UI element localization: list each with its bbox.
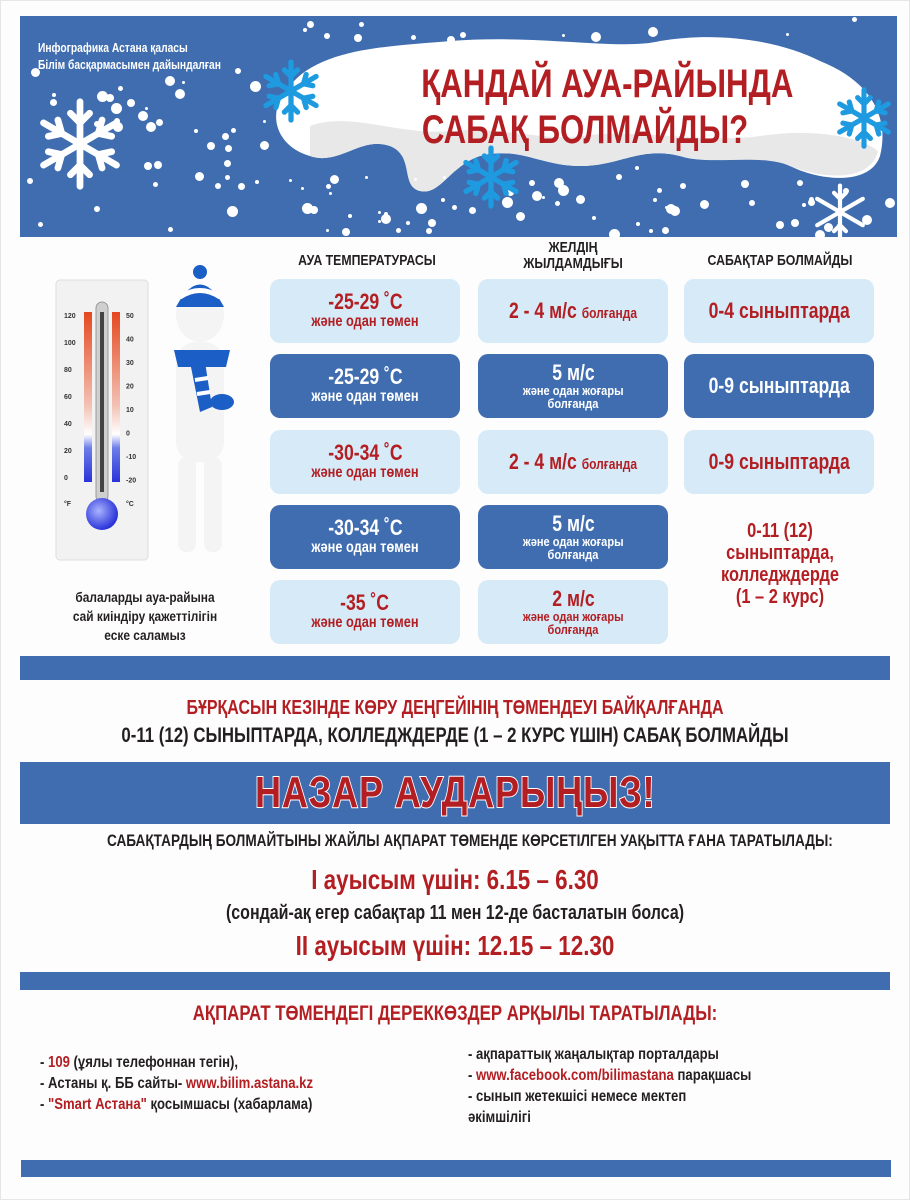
divider-band <box>20 972 890 990</box>
shift1-time: I ауысым үшін: 6.15 – 6.30 <box>311 864 599 895</box>
snow-dot <box>555 201 560 206</box>
celsius-tick: 20 <box>126 383 134 391</box>
credit-text <box>38 40 221 74</box>
temperature-qualifier: және одан төмен <box>311 539 419 556</box>
snow-dot <box>227 206 238 217</box>
title-line: САБАҚ БОЛМАЙДЫ? <box>421 108 749 152</box>
snow-dot <box>224 160 231 167</box>
snowflake-icon <box>810 182 870 237</box>
snowflake-icon <box>832 86 896 150</box>
snow-dot <box>532 191 542 201</box>
fahrenheit-tick: 120 <box>64 313 76 320</box>
fahrenheit-tick: 80 <box>64 367 72 374</box>
snow-dot <box>529 180 535 186</box>
snow-dot <box>303 28 307 32</box>
snow-dot <box>94 206 100 212</box>
snow-dot <box>411 35 416 40</box>
snow-dot <box>776 221 784 229</box>
snow-dot <box>225 145 232 152</box>
wind-cell <box>478 505 668 569</box>
celsius-tick: -10 <box>126 454 137 461</box>
snow-dot <box>554 178 564 188</box>
snow-dot <box>138 111 148 121</box>
snow-dot <box>635 166 639 170</box>
snow-dot <box>414 178 417 181</box>
celsius-tick: 30 <box>126 360 134 367</box>
thermometer-illustration <box>50 262 250 572</box>
snow-dot <box>175 89 185 99</box>
snowflake-icon <box>258 58 324 124</box>
snow-dot <box>324 33 330 39</box>
snow-dot <box>428 219 436 227</box>
wind-qualifier: болғанда <box>547 622 599 637</box>
snow-dot <box>542 196 545 199</box>
reminder-line: сай киіндіру қажеттілігін <box>72 608 218 624</box>
classes-cell <box>684 430 874 494</box>
snow-dot <box>378 220 381 223</box>
snow-dot <box>231 128 236 133</box>
snow-dot <box>38 222 43 227</box>
fahrenheit-tick: 40 <box>64 421 72 428</box>
column-header-wind <box>495 240 651 272</box>
fahrenheit-tick: 20 <box>64 448 72 455</box>
temperature-cell <box>270 279 460 343</box>
snow-dot <box>885 198 895 208</box>
source-item: әкімшілігі <box>468 1109 531 1126</box>
source-highlight: "Smart Астана" <box>48 1096 147 1113</box>
shift1-note: (сондай-ақ егер сабақтар 11 мен 12-де басталатын болса) <box>225 902 685 924</box>
snow-dot <box>168 227 173 232</box>
temperature-value: -25-29 ˚С <box>327 289 403 314</box>
temperature-qualifier: және одан төмен <box>311 614 419 631</box>
header-line: ЖЫЛДАМДЫҒЫ <box>523 255 623 272</box>
snow-dot <box>381 214 391 224</box>
divider-band <box>20 656 890 680</box>
snow-dot <box>215 183 221 189</box>
source-item: - ақпараттық жаңалықтар порталдары <box>468 1046 719 1063</box>
snow-dot <box>700 200 709 209</box>
wind-cell <box>478 354 668 418</box>
temperature-cell <box>270 580 460 644</box>
credit-line: Білім басқармасымен дайындалған <box>38 58 221 72</box>
column-header-no-classes: САБАҚТАР БОЛМАЙДЫ <box>707 252 853 269</box>
title-line: ҚАНДАЙ АУА-РАЙЫНДА <box>421 62 794 106</box>
wind-value: 2 м/с <box>551 586 595 611</box>
blizzard-condition: БҰРҚАСЫН КЕЗІНДЕ КӨРУ ДЕҢГЕЙІНІҢ ТӨМЕНДЕУІ БАЙҚАЛҒАНДА <box>186 697 724 719</box>
wind-cell <box>478 580 668 644</box>
snow-dot <box>416 203 427 214</box>
merged-line: 0-11 (12) <box>747 520 813 542</box>
snow-dot <box>378 211 381 214</box>
snow-dot <box>616 174 622 180</box>
credit-line: Инфографика Астана қаласы <box>38 41 188 55</box>
source-item[interactable]: - www.facebook.com/bilimastana парақшасы <box>468 1067 752 1084</box>
celsius-tick: 50 <box>126 313 134 320</box>
wind-value: 5 м/с <box>551 511 595 536</box>
sources-right-list <box>468 1044 751 1128</box>
blizzard-rule: 0-11 (12) СЫНЫПТАРДА, КОЛЛЕДЖДЕРДЕ (1 – 2 КУРС ҮШІН) САБАҚ БОЛМАЙДЫ <box>121 724 789 747</box>
classes-cell <box>684 354 874 418</box>
classes-value: 0-9 сыныптарда <box>708 373 850 398</box>
wind-qualifier: және одан жоғары <box>522 534 624 549</box>
snow-dot <box>301 187 304 190</box>
source-item: - "Smart Астана" қосымшасы (хабарлама) <box>40 1096 313 1113</box>
snow-dot <box>441 198 445 202</box>
snowflake-icon <box>32 96 128 192</box>
snow-dot <box>516 212 525 221</box>
snow-dot <box>118 86 123 91</box>
classes-value: 0-4 сыныптарда <box>708 298 850 323</box>
fahrenheit-tick: 100 <box>64 340 76 347</box>
snow-dot <box>326 184 331 189</box>
snow-dot <box>127 99 135 107</box>
snow-dot <box>653 198 657 202</box>
clothing-reminder <box>47 588 243 645</box>
snow-dot <box>182 81 185 84</box>
snow-dot <box>649 229 653 233</box>
wind-value: 5 м/с <box>551 360 595 385</box>
snow-dot <box>576 195 585 204</box>
snow-dot <box>260 141 269 150</box>
fahrenheit-tick: 0 <box>64 475 68 482</box>
wind-value: 2 - 4 м/с болғанда <box>509 449 637 474</box>
snow-dot <box>797 180 803 186</box>
celsius-tick: 10 <box>126 407 134 414</box>
snow-dot <box>662 227 669 234</box>
snow-dot <box>235 68 241 74</box>
snow-dot <box>238 183 245 190</box>
snow-dot <box>329 192 332 195</box>
snow-dot <box>330 175 339 184</box>
snow-dot <box>749 200 755 206</box>
snow-dot <box>153 182 158 187</box>
snow-dot <box>609 229 620 237</box>
merged-classes-cell <box>701 520 858 608</box>
temperature-value: -30-34 ˚С <box>327 515 403 540</box>
wind-cell <box>478 279 668 343</box>
snow-dot <box>156 119 163 126</box>
header-banner <box>20 16 897 237</box>
merged-line: (1 – 2 курс) <box>735 586 825 608</box>
column-header-temperature: АУА ТЕМПЕРАТУРАСЫ <box>298 252 436 269</box>
snow-dot <box>406 221 410 225</box>
snow-dot <box>562 34 565 37</box>
source-item[interactable]: - Астаны қ. ББ сайты- www.bilim.astana.kz <box>40 1075 314 1092</box>
snow-dot <box>680 183 686 189</box>
wind-cell <box>478 430 668 494</box>
fahrenheit-label: °F <box>64 501 72 508</box>
snow-dot <box>365 176 368 179</box>
snow-dot <box>165 76 175 86</box>
snow-dot <box>255 180 259 184</box>
snow-dot <box>154 161 162 169</box>
merged-line: колледждерде <box>720 564 840 586</box>
temperature-cell <box>270 430 460 494</box>
source-item: - 109 (ұялы телефоннан тегін), <box>40 1054 239 1071</box>
wind-qualifier: болғанда <box>547 396 599 411</box>
footer-band <box>21 1160 891 1177</box>
sources-left-list <box>40 1052 313 1115</box>
snow-dot <box>145 107 148 110</box>
celsius-tick: -20 <box>126 477 137 485</box>
snow-dot <box>452 205 457 210</box>
snow-dot <box>741 180 749 188</box>
snow-dot <box>354 34 362 42</box>
temperature-cell <box>270 505 460 569</box>
snow-dot <box>222 133 229 140</box>
snow-dot <box>396 228 401 233</box>
snow-dot <box>791 219 799 227</box>
wind-qualifier: және одан жоғары <box>522 609 624 624</box>
classes-cell <box>684 279 874 343</box>
shift2-time: II ауысым үшін: 12.15 – 12.30 <box>295 930 615 961</box>
merged-line: сыныптарда, <box>726 542 834 564</box>
temperature-cell <box>270 354 460 418</box>
attention-title: НАЗАР АУДАРЫҢЫЗ! <box>254 768 656 817</box>
wind-value: 2 - 4 м/с болғанда <box>509 298 637 323</box>
snow-dot <box>207 142 215 150</box>
snow-dot <box>666 204 676 214</box>
snow-dot <box>146 122 156 132</box>
attention-banner <box>20 762 890 824</box>
celsius-tick: 40 <box>126 336 134 344</box>
sources-title: АҚПАРАТ ТӨМЕНДЕГІ ДЕРЕККӨЗДЕР АРҚЫЛЫ ТАРАТЫЛАДЫ: <box>192 1002 718 1025</box>
celsius-tick: 0 <box>126 430 130 438</box>
reminder-line: еске саламыз <box>104 627 186 643</box>
temperature-qualifier: және одан төмен <box>311 313 419 330</box>
snow-dot <box>225 175 230 180</box>
temperature-qualifier: және одан төмен <box>311 388 419 405</box>
source-highlight: www.facebook.com/bilimastana <box>476 1067 674 1084</box>
temperature-qualifier: және одан төмен <box>311 464 419 481</box>
snowflake-icon <box>458 144 524 210</box>
snow-dot <box>310 206 318 214</box>
snow-dot <box>426 228 432 234</box>
wind-qualifier: және одан жоғары <box>522 383 624 398</box>
snow-dot <box>636 222 640 226</box>
celsius-label: °C <box>126 501 134 508</box>
snow-dot <box>359 22 364 27</box>
temperature-value: -30-34 ˚С <box>327 440 403 465</box>
temperature-value: -25-29 ˚С <box>327 364 403 389</box>
snow-dot <box>460 32 466 38</box>
info-timing-note: САБАҚТАРДЫҢ БОЛМАЙТЫНЫ ЖАЙЛЫ АҚПАРАТ ТӨМЕНДЕ КӨРСЕТІЛГЕН УАҚЫТТА ҒАНА ТАРАТЫЛАДЫ: <box>107 831 833 850</box>
fahrenheit-tick: 60 <box>64 394 72 401</box>
snow-dot <box>657 188 662 193</box>
page-title <box>421 61 794 153</box>
snow-dot <box>802 203 806 207</box>
snow-dot <box>348 214 352 218</box>
snow-dot <box>648 27 658 37</box>
snow-dot <box>592 216 596 220</box>
snow-dot <box>289 179 292 182</box>
snow-dot <box>786 33 789 36</box>
wind-qualifier: болғанда <box>547 547 599 562</box>
snow-dot <box>326 229 329 232</box>
temperature-value: -35 ˚С <box>340 590 390 615</box>
snow-dot <box>852 17 857 22</box>
snow-dot <box>195 172 204 181</box>
source-highlight: www.bilim.astana.kz <box>185 1075 314 1092</box>
snow-dot <box>307 21 314 28</box>
snow-dot <box>447 36 455 44</box>
source-item: - сынып жетекшісі немесе мектеп <box>468 1088 687 1105</box>
header-line: ЖЕЛДІҢ <box>548 239 598 256</box>
snow-dot <box>591 32 601 42</box>
figure-with-hat-and-scarf <box>174 265 234 552</box>
source-highlight: 109 <box>48 1054 70 1071</box>
classes-value: 0-9 сыныптарда <box>708 449 850 474</box>
snow-dot <box>342 228 350 236</box>
snow-dot <box>144 162 152 170</box>
reminder-line: балаларды ауа-райына <box>75 589 215 605</box>
snow-dot <box>194 129 198 133</box>
snow-dot <box>443 176 446 179</box>
